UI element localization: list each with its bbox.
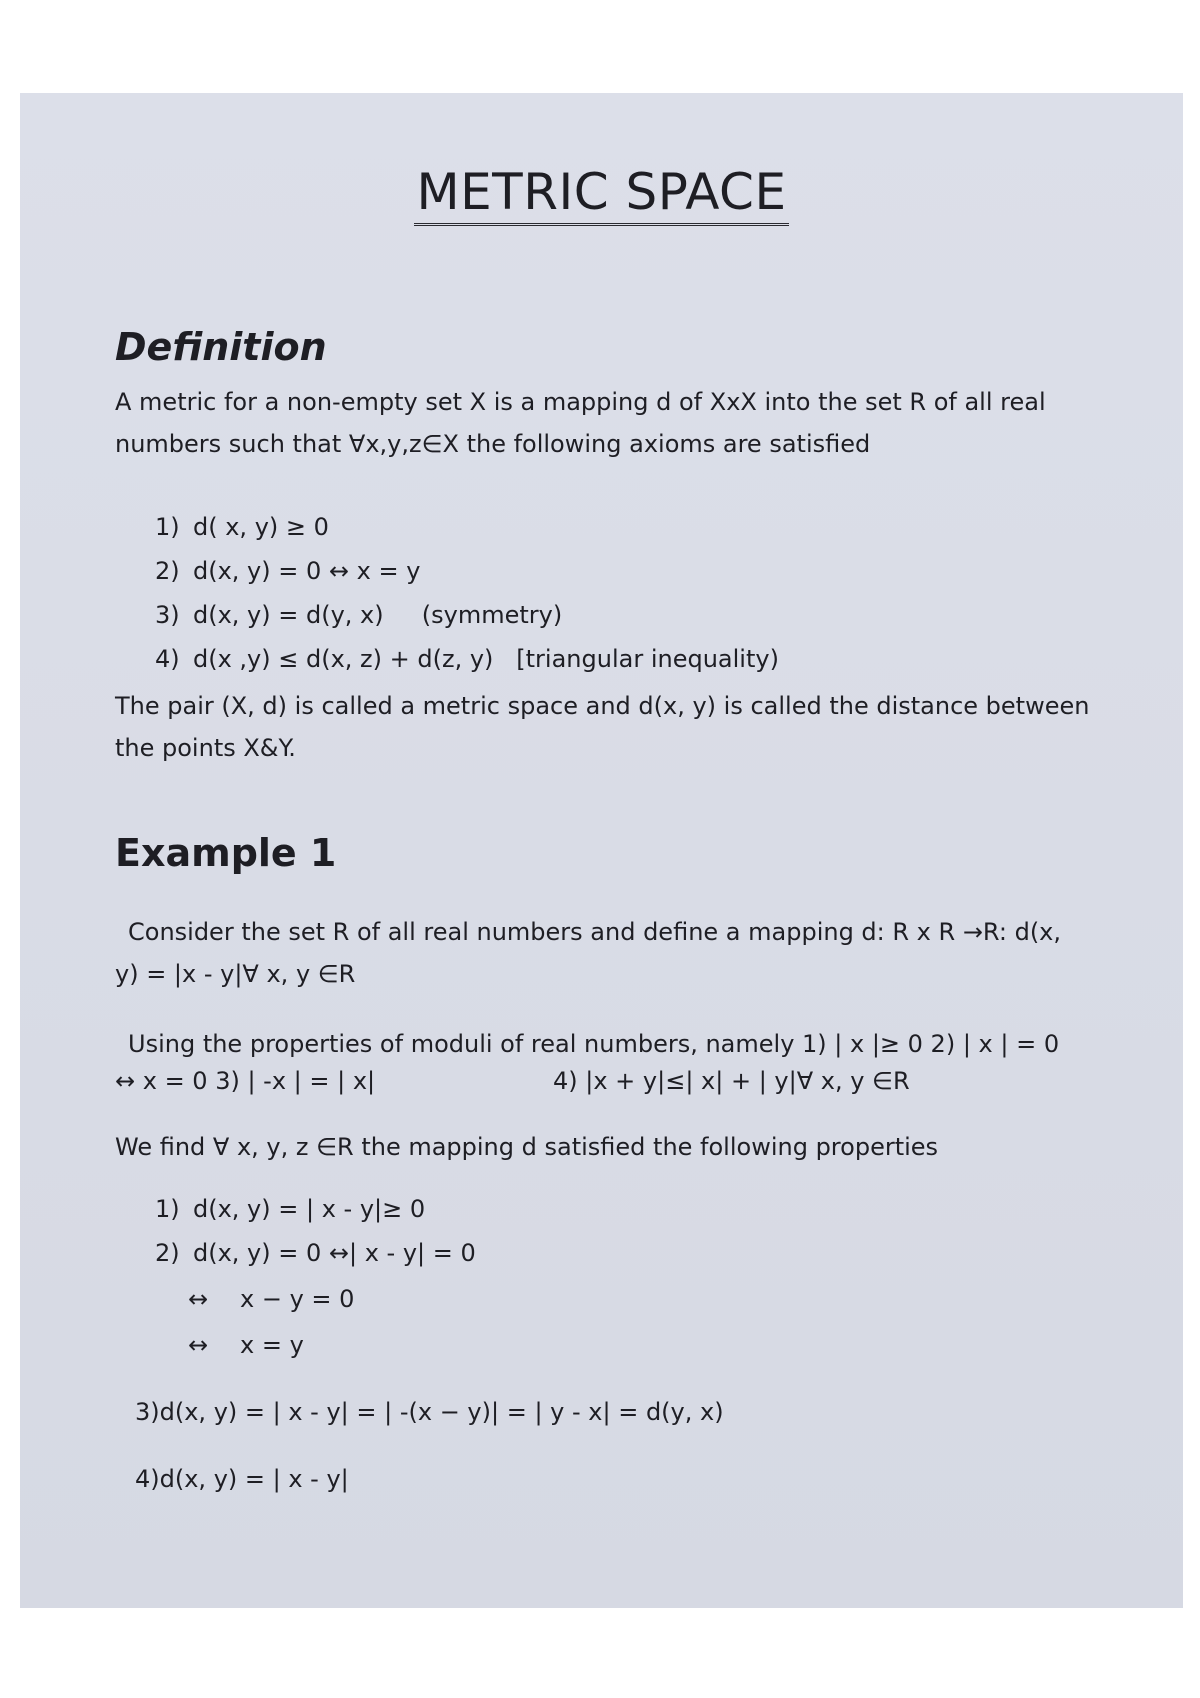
property-number: 1)	[155, 1195, 180, 1223]
metric-space-line-1: The pair (X, d) is called a metric space and d(x, y) is called the distance between	[115, 692, 1090, 720]
axiom-text: d( x, y) ≥ 0	[193, 513, 329, 541]
metric-space-line-2: the points X&Y.	[115, 734, 296, 762]
property-2	[155, 1239, 476, 1267]
consider-line-2: y) = |x - y|∀ x, y ∈R	[115, 960, 356, 988]
axiom-3	[155, 601, 562, 629]
example-heading: Example 1	[115, 831, 337, 875]
property-text: d(x, y) = 0 ↔| x - y| = 0	[193, 1239, 476, 1267]
biconditional-arrow-icon: ↔	[188, 1285, 209, 1313]
property-text: d(x, y) = | x - y|≥ 0	[193, 1195, 426, 1223]
moduli-properties-paragraph	[128, 1023, 1128, 1065]
definition-intro-line-2: numbers such that ∀x,y,z∈X the following axioms are satisfied	[115, 430, 871, 458]
step-text: x = y	[240, 1331, 304, 1359]
axiom-text: d(x, y) = d(y, x) (symmetry)	[193, 601, 563, 629]
axiom-1	[155, 513, 329, 541]
consider-line-1: Consider the set R of all real numbers and define a mapping d: R x R →R: d(x,	[128, 918, 1062, 946]
axiom-text: d(x ,y) ≤ d(x, z) + d(z, y) [triangular inequality)	[193, 645, 779, 673]
metric-space-paragraph	[115, 685, 1115, 769]
property-2-step-2	[188, 1331, 304, 1359]
page-title	[20, 163, 1183, 226]
axiom-4	[155, 645, 779, 673]
moduli-line-1: Using the properties of moduli of real numbers, namely 1) | x |≥ 0 2) | x | = 0	[128, 1030, 1060, 1058]
biconditional-arrow-icon: ↔	[188, 1331, 209, 1359]
definition-intro	[115, 381, 1115, 465]
axiom-number: 1)	[155, 513, 180, 541]
moduli-line-2a: ↔ x = 0 3) | -x | = | x|	[115, 1067, 376, 1095]
definition-intro-line-1: A metric for a non-empty set X is a mapping d of XxX into the set R of all real	[115, 388, 1046, 416]
we-find-text: We find ∀ x, y, z ∈R the mapping d satisfied the following properties	[115, 1133, 939, 1161]
page-title-text: METRIC SPACE	[414, 163, 788, 226]
axiom-number: 4)	[155, 645, 180, 673]
property-4: 4)d(x, y) = | x - y|	[135, 1465, 349, 1493]
document-page	[20, 93, 1183, 1608]
axiom-number: 3)	[155, 601, 180, 629]
definition-heading: Definition	[115, 325, 327, 369]
axiom-text: d(x, y) = 0 ↔ x = y	[193, 557, 421, 585]
property-2-step-1	[188, 1285, 354, 1313]
property-3: 3)d(x, y) = | x - y| = | -(x − y)| = | y - x| = d(y, x)	[135, 1398, 724, 1426]
step-text: x − y = 0	[240, 1285, 355, 1313]
axiom-number: 2)	[155, 557, 180, 585]
axiom-2	[155, 557, 420, 585]
example-consider-paragraph	[115, 911, 1128, 995]
moduli-line-2b: 4) |x + y|≤| x| + | y|∀ x, y ∈R	[553, 1067, 910, 1095]
property-number: 2)	[155, 1239, 180, 1267]
property-1	[155, 1195, 425, 1223]
